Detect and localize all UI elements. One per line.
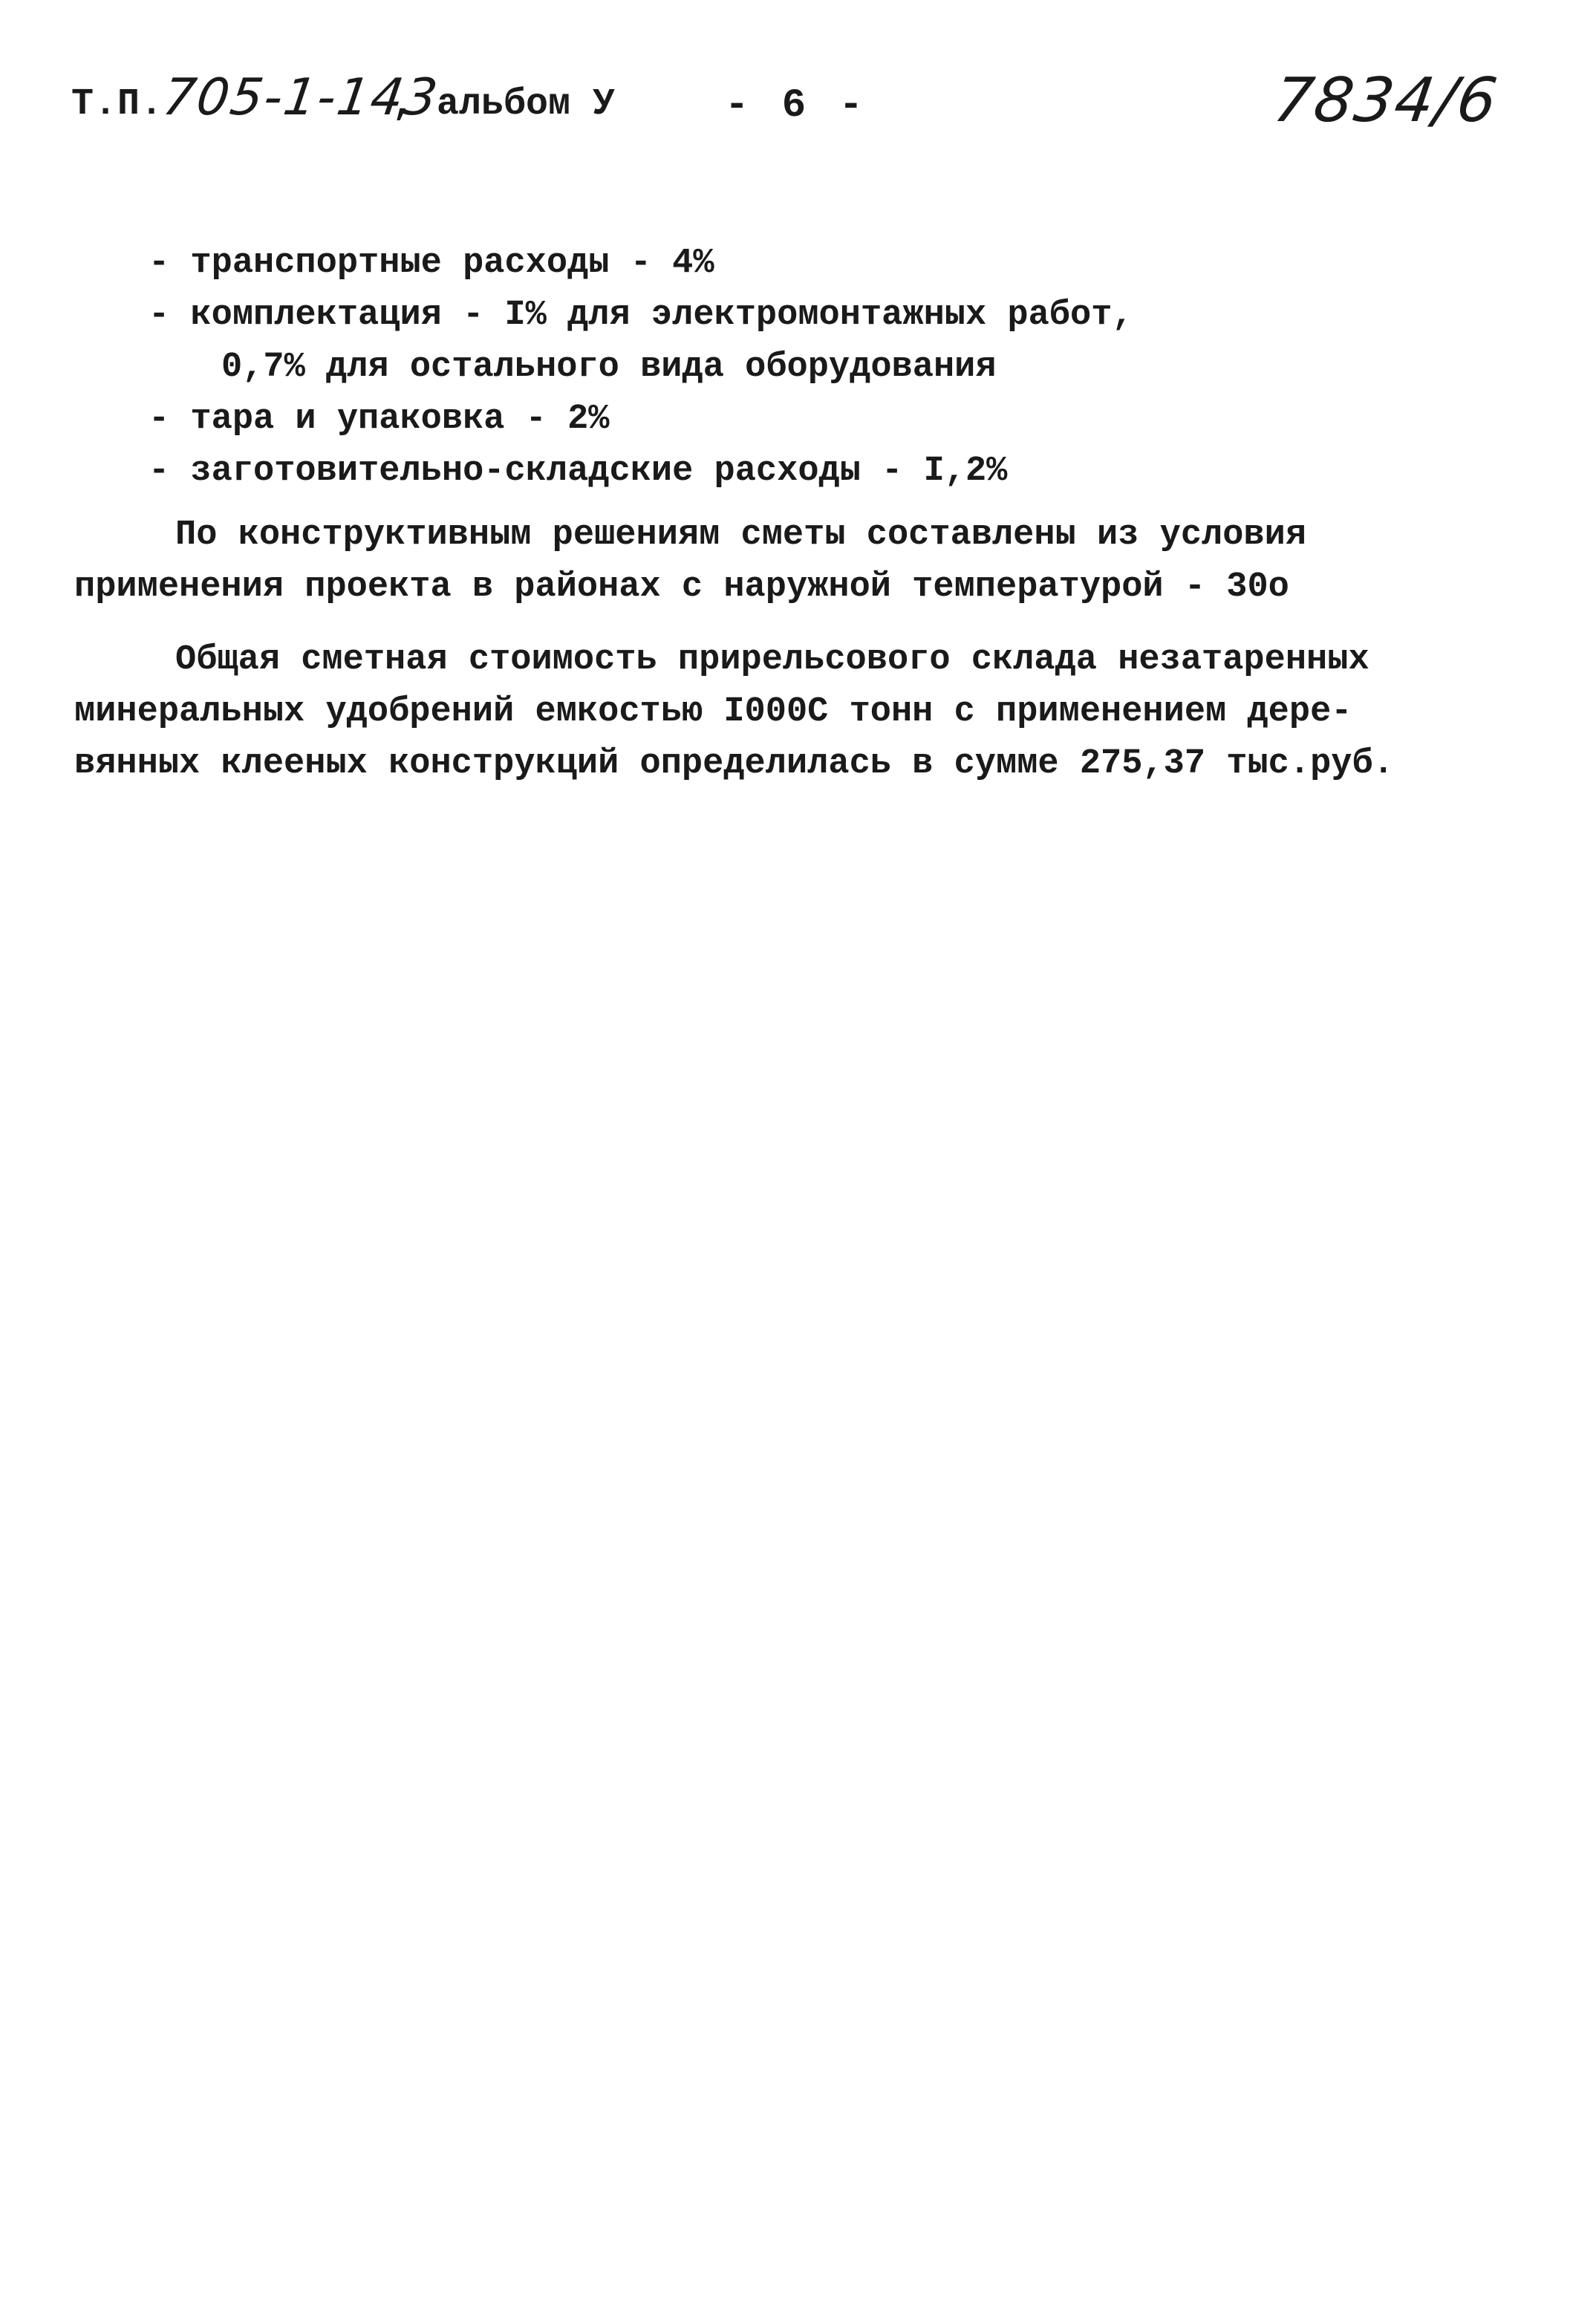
page-number: - 6 - [725,83,868,128]
paragraph-line: применения проекта в районах с наружной температурой - 30о [74,567,1289,607]
paragraph-line: По конструктивным решениям сметы составлены из условия [175,515,1307,555]
paragraph-design-conditions [74,510,1485,613]
standard-project-prefix: Т.П. [71,83,164,126]
handwritten-sheet-number: 7834/6 [1269,65,1503,136]
document-body [74,238,1485,790]
album-label: , альбом У [392,83,616,126]
list-item-transport: - транспортные расходы - 4% [149,244,714,283]
paragraph-line: минеральных удобрений емкостью I000С тонн с применением дере- [74,692,1352,732]
list-item-completion: - комплектация - I% для электромонтажных работ, [149,296,1133,335]
list-item-storage: - заготовительно-складские расходы - I,2% [149,452,1008,491]
handwritten-project-number: 705-1-143 [159,68,443,127]
paragraph-line: Общая сметная стоимость прирельсового склада незатаренных [175,640,1369,680]
paragraph-line: вянных клееных конструкций определилась в сумме 275,37 тыс.руб. [74,744,1394,784]
paragraph-total-cost [74,634,1485,790]
list-item-completion-continued: 0,7% для остального вида оборудования [221,348,997,387]
page-header [71,65,1503,136]
list-item-packaging: - тара и упаковка - 2% [149,400,610,439]
